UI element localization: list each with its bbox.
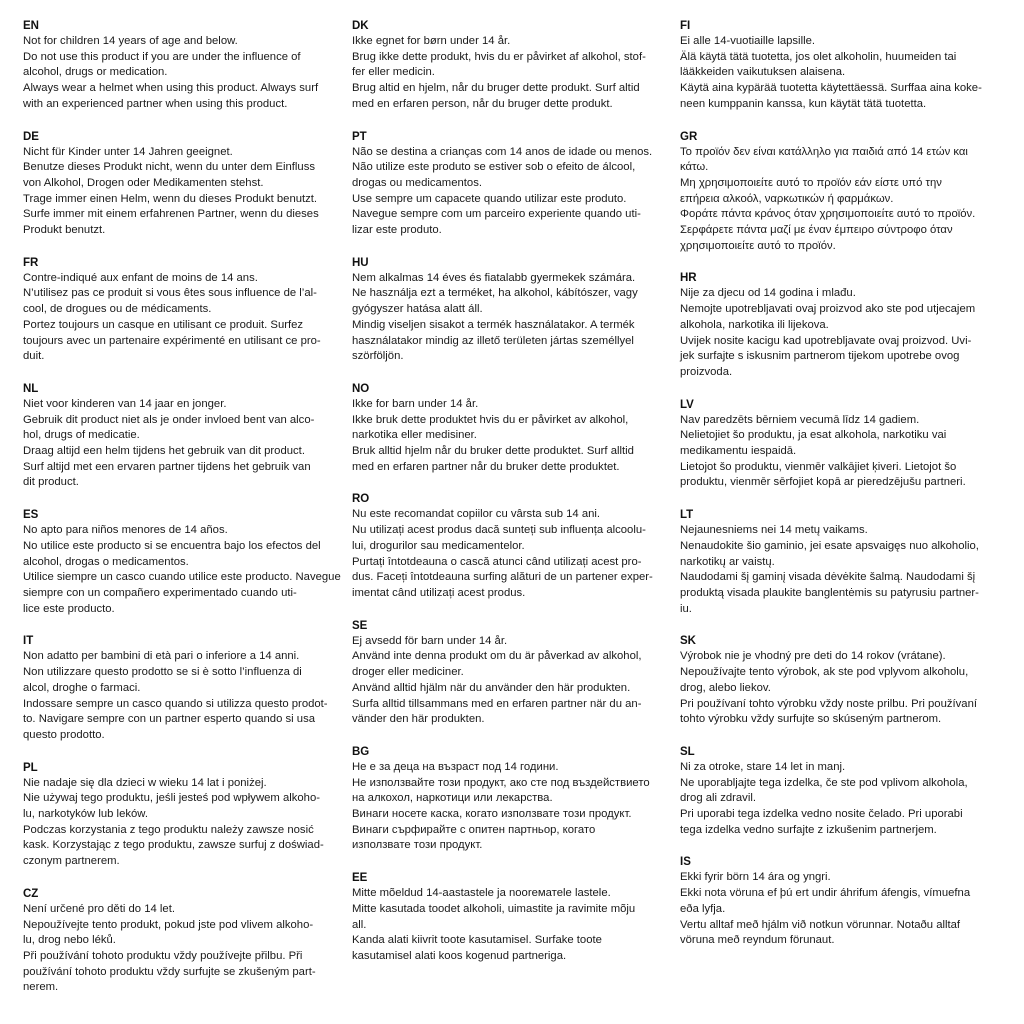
warning-text-line: Uvijek nosite kacigu kad upotrebljavate ovaj proizvod. Uvi-: [680, 334, 972, 347]
warning-text-line: на алкохол, наркотици или лекарства.: [352, 792, 553, 805]
language-section-bg: [352, 744, 674, 854]
language-section-pl: [23, 760, 345, 870]
warning-text-line: Nepoužívajte tento výrobok, ak ste pod vplyvom alkoholu,: [680, 666, 969, 679]
warning-text-line: czonym partnerem.: [23, 855, 120, 868]
warning-text-line: Podczas korzystania z tego produktu należy zawsze nosić: [23, 823, 314, 836]
warning-text-line: fer eller medicin.: [352, 66, 435, 79]
warning-text-line: all.: [352, 918, 367, 931]
warning-text-line: lu, narkotyków lub leków.: [23, 808, 148, 821]
warning-text-line: von Alkohol, Drogen oder Medikamenten stehst.: [23, 176, 264, 189]
language-section-lv: [680, 397, 1002, 492]
language-section-de: [23, 129, 345, 239]
warning-text-line: κάτω.: [680, 161, 709, 174]
language-code: SL: [680, 745, 695, 758]
language-section-hu: [352, 255, 674, 365]
warning-text-line: Nem alkalmas 14 éves és fiatalabb gyermekek számára.: [352, 271, 636, 284]
warning-text-line: alcohol, drogas o medicamentos.: [23, 555, 189, 568]
warning-text-line: Vertu alltaf með hjálm við notkun vörunnar. Notaðu alltaf: [680, 918, 961, 931]
language-section-se: [352, 618, 674, 728]
language-code: BG: [352, 745, 370, 758]
language-section-fi: [680, 18, 1002, 113]
warning-text-line: Navegue sempre com um parceiro experiente quando uti-: [352, 208, 641, 221]
warning-text-line: Ne használja ezt a terméket, ha alkohol, kábítószer, vagy: [352, 287, 638, 300]
language-section-is: [680, 854, 1002, 949]
language-code: DK: [352, 20, 369, 32]
warning-text-line: vöruna með reyndum förunaut.: [680, 934, 835, 947]
warning-text-line: Non utilizzare questo prodotto se si è sotto l’influenza di: [23, 666, 302, 679]
warning-text-line: Benutze dieses Produkt nicht, wenn du unter dem Einfluss: [23, 161, 316, 174]
language-section-ro: [352, 491, 674, 601]
warning-text-line: Do not use this product if you are under the influence of: [23, 50, 301, 63]
language-section-gr: [680, 129, 1002, 255]
warning-text-line: Utilice siempre un casco cuando utilice este producto. Navegue: [23, 571, 341, 584]
language-code: SE: [352, 619, 368, 632]
language-code: GR: [680, 130, 698, 143]
warning-text-line: Při používání tohoto produktu vždy používejte přilbu. Při: [23, 949, 303, 962]
language-section-sk: [680, 633, 1002, 728]
warning-text-line: Surfa alltid tillsammans med en erfaren partner när du an-: [352, 697, 642, 710]
warning-text-line: gyógyszer hatása alatt áll.: [352, 303, 483, 316]
warning-text-line: Purtați întotdeauna o cască atunci când utilizați acest pro-: [352, 555, 642, 568]
warning-text-line: drog, alebo liekov.: [680, 681, 771, 694]
language-code: CZ: [23, 887, 39, 900]
language-code: RO: [352, 493, 370, 506]
language-section-fr: [23, 255, 345, 365]
warning-text-line: Mitte mõeldud 14-aastastele ja nooreматеle lastele.: [352, 887, 611, 900]
warning-text-line: nerem.: [23, 981, 59, 994]
language-code: FR: [23, 256, 39, 269]
column-2: [352, 18, 674, 981]
warning-text-line: eða lyfja.: [680, 902, 726, 915]
warning-text-line: iu.: [680, 602, 692, 615]
warning-text-line: Φοράτε πάντα κράνος όταν χρησιμοποιείτε αυτό το προϊόν.: [680, 208, 976, 221]
warning-text-line: Draag altijd een helm tijdens het gebruik van dit product.: [23, 445, 305, 458]
warning-text-line: Το προϊόν δεν είναι κατάλληλο για παιδιά από 14 ετών και: [680, 145, 968, 158]
warning-text-line: χρησιμοποιείτε αυτό το προϊόν.: [680, 239, 836, 252]
warning-text-line: Lietojot šo produktu, vienmēr valkājiet ķiveri. Lietojot šo: [680, 460, 957, 473]
warning-text-line: използвате този продукт.: [352, 839, 483, 852]
warning-text-line: droger eller mediciner.: [352, 666, 464, 679]
warning-text-line: επήρεια αλκοόλ, ναρκωτικών ή φαρμάκων.: [680, 192, 894, 205]
language-code: IS: [680, 856, 691, 869]
warning-text-line: Mitte kasutada toodet alkoholi, uimastite ja ravimite mõju: [352, 902, 636, 915]
warning-text-line: Ikke egnet for børn under 14 år.: [352, 35, 511, 47]
warning-text-line: tohto výrobku vždy surfujte so skúseným partnerom.: [680, 713, 942, 726]
language-code: ES: [23, 509, 39, 522]
warning-text-line: lui, drogurilor sau medicamentelor.: [352, 539, 525, 552]
warning-text-line: tega izdelka vedno surfajte z izkušenim partnerjem.: [680, 823, 937, 836]
language-code: HU: [352, 256, 369, 269]
language-code: PT: [352, 130, 367, 143]
warning-text-line: kasutamisel alati koos kogenud partneriga.: [352, 949, 567, 962]
warning-text-line: Använd inte denna produkt om du är påverkad av alkohol,: [352, 650, 642, 663]
warning-text-line: narkotikų ar vaistų.: [680, 555, 775, 568]
warning-text-line: proizvoda.: [680, 365, 733, 378]
warning-text-line: lu, drog nebo léků.: [23, 934, 116, 947]
warning-text-line: questo prodotto.: [23, 728, 105, 741]
warning-text-line: neen kumppanin kanssa, kun käytät tätä tuotetta.: [680, 97, 927, 110]
warning-text-line: Brug ikke dette produkt, hvis du er påvirket af alkohol, stof-: [352, 50, 646, 63]
warning-text-line: Niet voor kinderen van 14 jaar en jonger.: [23, 397, 227, 410]
warning-text-line: alkohola, narkotika ili lijekova.: [680, 318, 829, 331]
warning-text-line: Nav paredzēts bērniem vecumā līdz 14 gadiem.: [680, 413, 920, 426]
warning-text-line: Ni za otroke, stare 14 let in manj.: [680, 760, 846, 773]
language-code: LV: [680, 398, 694, 411]
language-code: NO: [352, 382, 370, 395]
warning-text-line: hol, drugs of medicatie.: [23, 429, 140, 442]
warning-text-line: Trage immer einen Helm, wenn du dieses Produkt benutzt.: [23, 192, 318, 205]
warning-text-line: Pri používaní tohto výrobku vždy noste prilbu. Pri používaní: [680, 697, 978, 710]
language-section-ee: [352, 870, 674, 965]
warning-text-line: Não utilize este produto se estiver sob o efeito de álcool,: [352, 161, 636, 174]
warning-text-line: Naudodami šį gaminį visada dėvėkite šalmą. Naudodami šį: [680, 571, 976, 584]
warning-text-line: Kanda alati kiivrit toote kasutamisel. Surfake toote: [352, 934, 602, 947]
warning-text-line: Portez toujours un casque en utilisant ce produit. Surfez: [23, 318, 304, 331]
warning-text-line: imentat când utilizați acest produs.: [352, 586, 526, 599]
language-code: DE: [23, 130, 39, 143]
warning-text-line: No apto para niños menores de 14 años.: [23, 524, 228, 537]
warning-text-line: Ikke bruk dette produktet hvis du er påvirket av alkohol,: [352, 413, 629, 426]
language-code: NL: [23, 382, 39, 395]
warning-text-line: használatakor mindig az illető területen jártas személlyel: [352, 334, 634, 347]
warning-text-line: Ej avsedd för barn under 14 år.: [352, 634, 508, 647]
warning-text-line: Винаги носете каска, когато използвате този продукт.: [352, 808, 632, 821]
warning-text-line: No utilice este producto si se encuentra bajo los efectos del: [23, 539, 321, 552]
language-code: PL: [23, 761, 38, 774]
warning-text-line: Nie używaj tego produktu, jeśli jesteś pod wpływem alkoho-: [23, 792, 321, 805]
warning-text-line: Surf altijd met een ervaren partner tijdens het gebruik van: [23, 460, 311, 473]
warning-text-line: siempre con un compañero experimentado cuando uti-: [23, 586, 297, 599]
warning-text-line: Nije za djecu od 14 godina i mlađu.: [680, 287, 856, 300]
warning-text-line: Use sempre um capacete quando utilizar este produto.: [352, 192, 627, 205]
warning-text-line: Not for children 14 years of age and below.: [23, 35, 238, 47]
warning-text-line: Не използвайте този продукт, ако сте под въздействието: [352, 776, 650, 789]
warning-text-line: kask. Korzystając z tego produktu, zawsze surfuj z doświad-: [23, 839, 324, 852]
language-code: LT: [680, 509, 694, 522]
warning-text-line: Pri uporabi tega izdelka vedno nosite čelado. Pri uporabi: [680, 808, 963, 821]
warning-text-line: Gebruik dit product niet als je onder invloed bent van alco-: [23, 413, 315, 426]
language-section-pt: [352, 129, 674, 239]
warning-text-line: Brug altid en hjelm, når du bruger dette produkt. Surf altid: [352, 82, 640, 95]
warning-text-line: duit.: [23, 350, 45, 363]
language-code: SK: [680, 635, 696, 648]
warning-text-line: Ikke for barn under 14 år.: [352, 397, 479, 410]
language-section-dk: [352, 18, 674, 113]
warning-text-line: Nepoužívejte tento produkt, pokud jste pod vlivem alkoho-: [23, 918, 314, 931]
warning-text-line: lice este producto.: [23, 602, 115, 615]
warning-text-line: lizar este produto.: [352, 224, 442, 237]
warning-text-line: Не е за деца на възраст под 14 години.: [352, 760, 559, 773]
warning-text-line: Mindig viseljen sisakot a termék használatakor. A termék: [352, 318, 635, 331]
language-section-lt: [680, 507, 1002, 617]
warning-text-line: produktu, vienmēr sērfojiet kopā ar pieredzējušu partneri.: [680, 476, 966, 489]
warning-text-line: alcohol, drugs or medication.: [23, 66, 168, 79]
warning-text-line: toujours avec un partenaire expérimenté en utilisant ce pro-: [23, 334, 321, 347]
warning-text-line: Nicht für Kinder unter 14 Jahren geeignet.: [23, 145, 233, 158]
warning-text-line: cool, de drogues ou de médicaments.: [23, 303, 212, 316]
warning-text-line: Nu utilizați acest produs dacă sunteți sub influența alcoolu-: [352, 524, 646, 537]
warning-text-line: Contre-indiqué aux enfant de moins de 14 ans.: [23, 271, 258, 284]
warning-text-line: používání tohoto produktu vždy surfujte se zkušeným part-: [23, 965, 316, 978]
warning-text-line: produktą visada plaukite banglentėmis su patyrusiu partner-: [680, 586, 979, 599]
language-section-en: [23, 18, 345, 113]
warning-text-line: vänder den här produkten.: [352, 713, 485, 726]
warning-text-line: Výrobok nie je vhodný pre deti do 14 rokov (vrátane).: [680, 650, 946, 663]
warning-text-line: lääkkeiden vaikutuksen alaisena.: [680, 66, 846, 79]
language-section-no: [352, 381, 674, 476]
warning-text-line: Σερφάρετε πάντα μαζί με έναν έμπειρο σύντροφο όταν: [680, 224, 953, 237]
warning-text-line: Produkt benutzt.: [23, 224, 106, 237]
warning-text-line: Nelietojiet šo produktu, ja esat alkohola, narkotiku vai: [680, 429, 947, 442]
language-section-es: [23, 507, 345, 617]
column-3: [680, 18, 1002, 965]
warning-text-line: Använd alltid hjälm när du använder den här produkten.: [352, 681, 631, 694]
warning-text-line: Älä käytä tätä tuotetta, jos olet alkoholin, huumeiden tai: [680, 50, 957, 63]
warning-text-line: dit product.: [23, 476, 79, 489]
warning-text-line: Nejaunesniems nei 14 metų vaikams.: [680, 524, 868, 537]
language-section-hr: [680, 270, 1002, 380]
warning-text-line: Ei alle 14-vuotiaille lapsille.: [680, 35, 816, 47]
warning-text-line: Ne uporabljajte tega izdelka, če ste pod vplivom alkohola,: [680, 776, 968, 789]
warning-text-line: Nemojte upotrebljavati ovaj proizvod ako ste pod utjecajem: [680, 303, 976, 316]
warning-text-line: szörföljön.: [352, 350, 404, 363]
language-code: EE: [352, 872, 368, 885]
warning-text-line: med en erfaren partner når du bruker dette produktet.: [352, 460, 620, 473]
warning-text-line: med en erfaren person, når du bruger dette produkt.: [352, 97, 613, 110]
warning-text-line: Não se destina a crianças com 14 anos de idade ou menos.: [352, 145, 653, 158]
warning-text-line: Винаги сърфирайте с опитен партньор, когато: [352, 823, 596, 836]
language-code: FI: [680, 20, 691, 32]
warning-text-line: dus. Faceți întotdeauna surfing alături de un partener exper-: [352, 571, 653, 584]
warning-text-line: Käytä aina kypärää tuotetta käytettäessä. Surffaa aina koke-: [680, 82, 982, 95]
warning-text-line: Není určené pro děti do 14 let.: [23, 902, 175, 915]
warning-text-line: Ekki fyrir börn 14 ára og yngri.: [680, 871, 831, 884]
warning-text-line: Indossare sempre un casco quando si utilizza questo prodot-: [23, 697, 328, 710]
warning-text-line: Bruk alltid hjelm når du bruker dette produktet. Surf alltid: [352, 445, 634, 458]
warning-text-line: Ekki nota vöruna ef þú ert undir áhrifum áfengis, vímuefna: [680, 887, 971, 900]
warning-text-line: drog ali zdravil.: [680, 792, 756, 805]
language-code: IT: [23, 635, 34, 648]
warning-text-line: N’utilisez pas ce produit si vous êtes sous influence de l’al-: [23, 287, 317, 300]
language-section-it: [23, 633, 345, 743]
warning-text-line: Nie nadaje się dla dzieci w wieku 14 lat i poniżej.: [23, 776, 267, 789]
language-section-cz: [23, 886, 345, 996]
language-code: HR: [680, 272, 697, 285]
warning-text-line: drogas ou medicamentos.: [352, 176, 482, 189]
warning-text-line: narkotika eller medisiner.: [352, 429, 477, 442]
warning-text-line: with an experienced partner when using this product.: [23, 97, 288, 110]
warning-text-line: Surfe immer mit einem erfahrenen Partner, wenn du dieses: [23, 208, 319, 221]
language-section-nl: [23, 381, 345, 491]
warning-text-line: Nu este recomandat copiilor cu vârsta sub 14 ani.: [352, 508, 601, 521]
warning-text-line: to. Navigare sempre con un partner esperto quando si usa: [23, 713, 316, 726]
warning-text-line: Non adatto per bambini di età pari o inferiore a 14 anni.: [23, 650, 300, 663]
language-section-sl: [680, 744, 1002, 839]
warning-text-line: medikamentu iespaidā.: [680, 445, 797, 458]
column-1: [23, 18, 345, 1012]
warning-text-line: Μη χρησιμοποιείτε αυτό το προϊόν εάν είστε υπό την: [680, 176, 942, 189]
warning-text-line: Nenaudokite šio gaminio, jei esate apsvaigęs nuo alkoholio,: [680, 539, 979, 552]
warning-text-line: alcol, droghe o farmaci.: [23, 681, 141, 694]
language-code: EN: [23, 20, 39, 32]
warning-text-line: jek surfajte s iskusnim partnerom tijekom upotrebe ovog: [680, 350, 960, 363]
warning-text-line: Always wear a helmet when using this product. Always surf: [23, 82, 319, 95]
